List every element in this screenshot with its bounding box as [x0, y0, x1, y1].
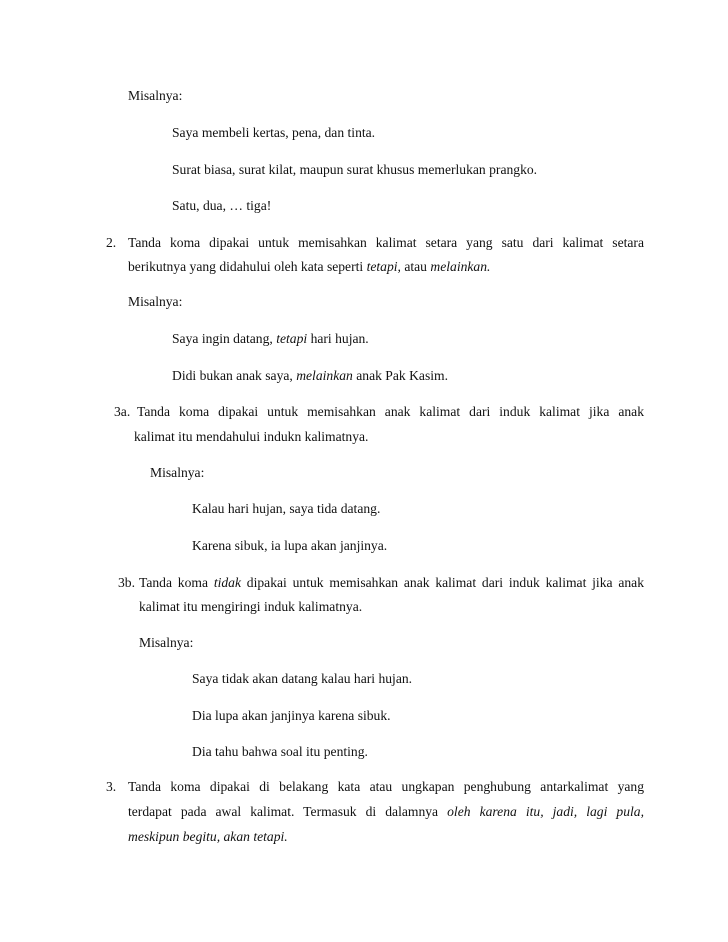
example-line: [172, 197, 271, 215]
example-line: [192, 500, 380, 518]
text-run: dipakai untuk memisahkan anak kalimat dari induk kalimat jika anak: [241, 575, 644, 590]
example-line: [192, 707, 391, 725]
example-line: [172, 161, 537, 179]
text-run: Kalau hari hujan, saya tida datang.: [192, 501, 381, 516]
italic-term: tetapi,: [366, 259, 401, 274]
text-run: Satu, dua, … tiga!: [172, 198, 272, 213]
item-text-line: [128, 778, 644, 796]
text-run: Dia lupa akan janjinya karena sibuk.: [192, 708, 391, 723]
item-number: 3b.: [118, 575, 135, 590]
item-text-line: [128, 258, 490, 276]
item-text-line: [139, 598, 362, 616]
item-text-line: [134, 428, 368, 446]
text-run: kalimat itu mendahului indukn kalimatnya.: [134, 429, 369, 444]
italic-term: tidak: [213, 575, 241, 590]
item-text-line: [128, 828, 288, 846]
example-line: [192, 537, 387, 555]
example-line: [172, 367, 448, 385]
text-run: Dia tahu bahwa soal itu penting.: [192, 744, 368, 759]
italic-term: meskipun begitu, akan tetapi.: [128, 829, 288, 844]
text-run: Saya membeli kertas, pena, dan tinta.: [172, 125, 376, 140]
italic-term: melainkan: [296, 368, 353, 383]
example-label: Misalnya:: [150, 465, 205, 480]
italic-term: tetapi: [276, 331, 308, 346]
item-text-line: [128, 234, 644, 252]
text-run: atau: [400, 259, 431, 274]
text-run: Surat biasa, surat kilat, maupun surat khusus memerlukan prangko.: [172, 162, 538, 177]
text-run: Didi bukan anak saya,: [172, 368, 297, 383]
text-run: kalimat itu mengiringi induk kalimatnya.: [139, 599, 363, 614]
text-run: hari hujan.: [307, 331, 369, 346]
example-line: [172, 330, 369, 348]
item-text-line: [128, 803, 644, 821]
text-run: terdapat pada awal kalimat. Termasuk di dalamnya: [128, 804, 448, 819]
text-run: Tanda koma dipakai untuk memisahkan kalimat setara yang satu dari kalimat setara: [128, 235, 644, 250]
text-run: Tanda koma dipakai di belakang kata atau ungkapan penghubung antarkalimat yang: [128, 779, 644, 794]
italic-term: melainkan.: [430, 259, 491, 274]
text-run: Saya ingin datang,: [172, 331, 277, 346]
example-label: Misalnya:: [128, 294, 183, 309]
item-text-line: [137, 403, 644, 421]
example-label: Misalnya:: [128, 88, 183, 103]
item-text-line: [139, 574, 644, 592]
text-run: berikutnya yang didahului oleh kata seperti: [128, 259, 367, 274]
item-number: 3a.: [114, 404, 131, 419]
text-run: Tanda koma: [139, 575, 214, 590]
example-line: [172, 124, 375, 142]
text-run: anak Pak Kasim.: [352, 368, 448, 383]
item-number: 2.: [106, 235, 117, 250]
italic-term: oleh karena itu, jadi, lagi pula,: [447, 804, 644, 819]
item-number: 3.: [106, 779, 117, 794]
text-run: Saya tidak akan datang kalau hari hujan.: [192, 671, 413, 686]
example-label: Misalnya:: [139, 635, 194, 650]
text-run: Karena sibuk, ia lupa akan janjinya.: [192, 538, 388, 553]
example-line: [192, 670, 412, 688]
example-line: [192, 743, 368, 761]
text-run: Tanda koma dipakai untuk memisahkan anak kalimat dari induk kalimat jika anak: [137, 404, 644, 419]
